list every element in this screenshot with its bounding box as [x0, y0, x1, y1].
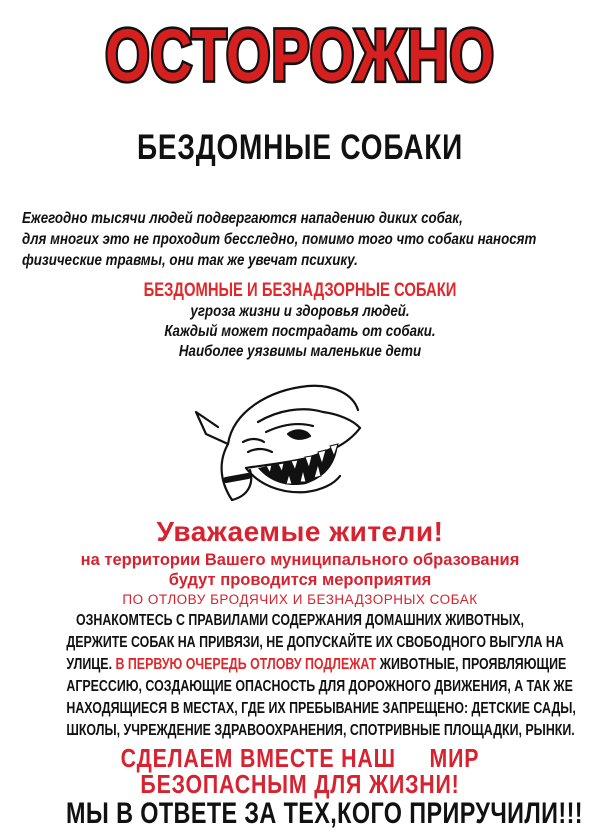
rules-paragraph [8, 610, 592, 742]
danger-line: Каждый может пострадать от собаки. [164, 323, 436, 340]
intro-paragraph [22, 208, 537, 271]
poster-title: ОСТОРОЖНО [105, 14, 495, 97]
appeal-line: будут проводится мероприятия [168, 571, 432, 589]
greeting-heading: Уважаемые жители! [156, 516, 444, 547]
appeal-line: на территории Вашего муниципального образования [80, 551, 520, 569]
footer-slogan: МЫ В ОТВЕТЕ ЗА ТЕХ,КОГО ПРИРУЧИЛИ!!! [66, 797, 583, 830]
rules-line-start: УЛИЦЕ. [66, 656, 113, 673]
rules-line [66, 654, 567, 676]
intro-line: для многих это не проходит бесследно, помимо того что собаки наносят [22, 231, 537, 248]
rules-line-highlight: В ПЕРВУЮ ОЧЕРЕДЬ ОТЛОВУ ПОДЛЕЖАТ [112, 656, 380, 673]
appeal-line-caps: ПО ОТЛОВУ БРОДЯЧИХ И БЕЗНАДЗОРНЫХ СОБАК [122, 592, 478, 607]
rules-line: НАХОДЯЩИЕСЯ В МЕСТАХ, ГДЕ ИХ ПРЕБЫВАНИЕ ЗАПРЕЩЕНО: ДЕТСКИЕ САДЫ, [66, 700, 576, 717]
slogan-line: БЕЗОПАСНЫМ ДЛЯ ЖИЗНИ! [140, 769, 460, 799]
danger-line: Наиболее уязвимы маленькие дети [178, 343, 422, 360]
poster-subtitle: БЕЗДОМНЫЕ СОБАКИ [136, 128, 464, 167]
rules-line: ОЗНАКОМТЕСЬ С ПРАВИЛАМИ СОДЕРЖАНИЯ ДОМАШНИХ ЖИВОТНЫХ, [75, 612, 525, 629]
intro-line: Ежегодно тысячи людей подвергаются нападению диких собак, [22, 210, 463, 227]
slogan-line: СДЕЛАЕМ ВМЕСТЕ НАШ МИР [120, 743, 480, 773]
aggressive-dog-head-drawing [188, 372, 368, 510]
rules-line-end: ЖИВОТНЫЕ, ПРОЯВЛЯЮЩИЕ [379, 656, 567, 673]
danger-heading: БЕЗДОМНЫЕ И БЕЗНАДЗОРНЫЕ СОБАКИ [143, 280, 457, 301]
rules-line: АГРЕССИЮ, СОЗДАЮЩИЕ ОПАСНОСТЬ ДЛЯ ДОРОЖНОГО ДВИЖЕНИЯ, А ТАК ЖЕ [66, 678, 573, 695]
rules-line: ДЕРЖИТЕ СОБАК НА ПРИВЯЗИ, НЕ ДОПУСКАЙТЕ ИХ СВОБОДНОГО ВЫГУЛА НА [66, 634, 564, 651]
danger-line: угроза жизни и здоровья людей. [190, 303, 410, 320]
rules-line: ШКОЛЫ, УЧРЕЖДЕНИЕ ЗДРАВООХРАНЕНИЯ, СПОТРИВНЫЕ ПЛОЩАДКИ, РЫНКИ. [66, 722, 575, 739]
intro-line: физические травмы, они так же увечат психику. [22, 252, 358, 269]
